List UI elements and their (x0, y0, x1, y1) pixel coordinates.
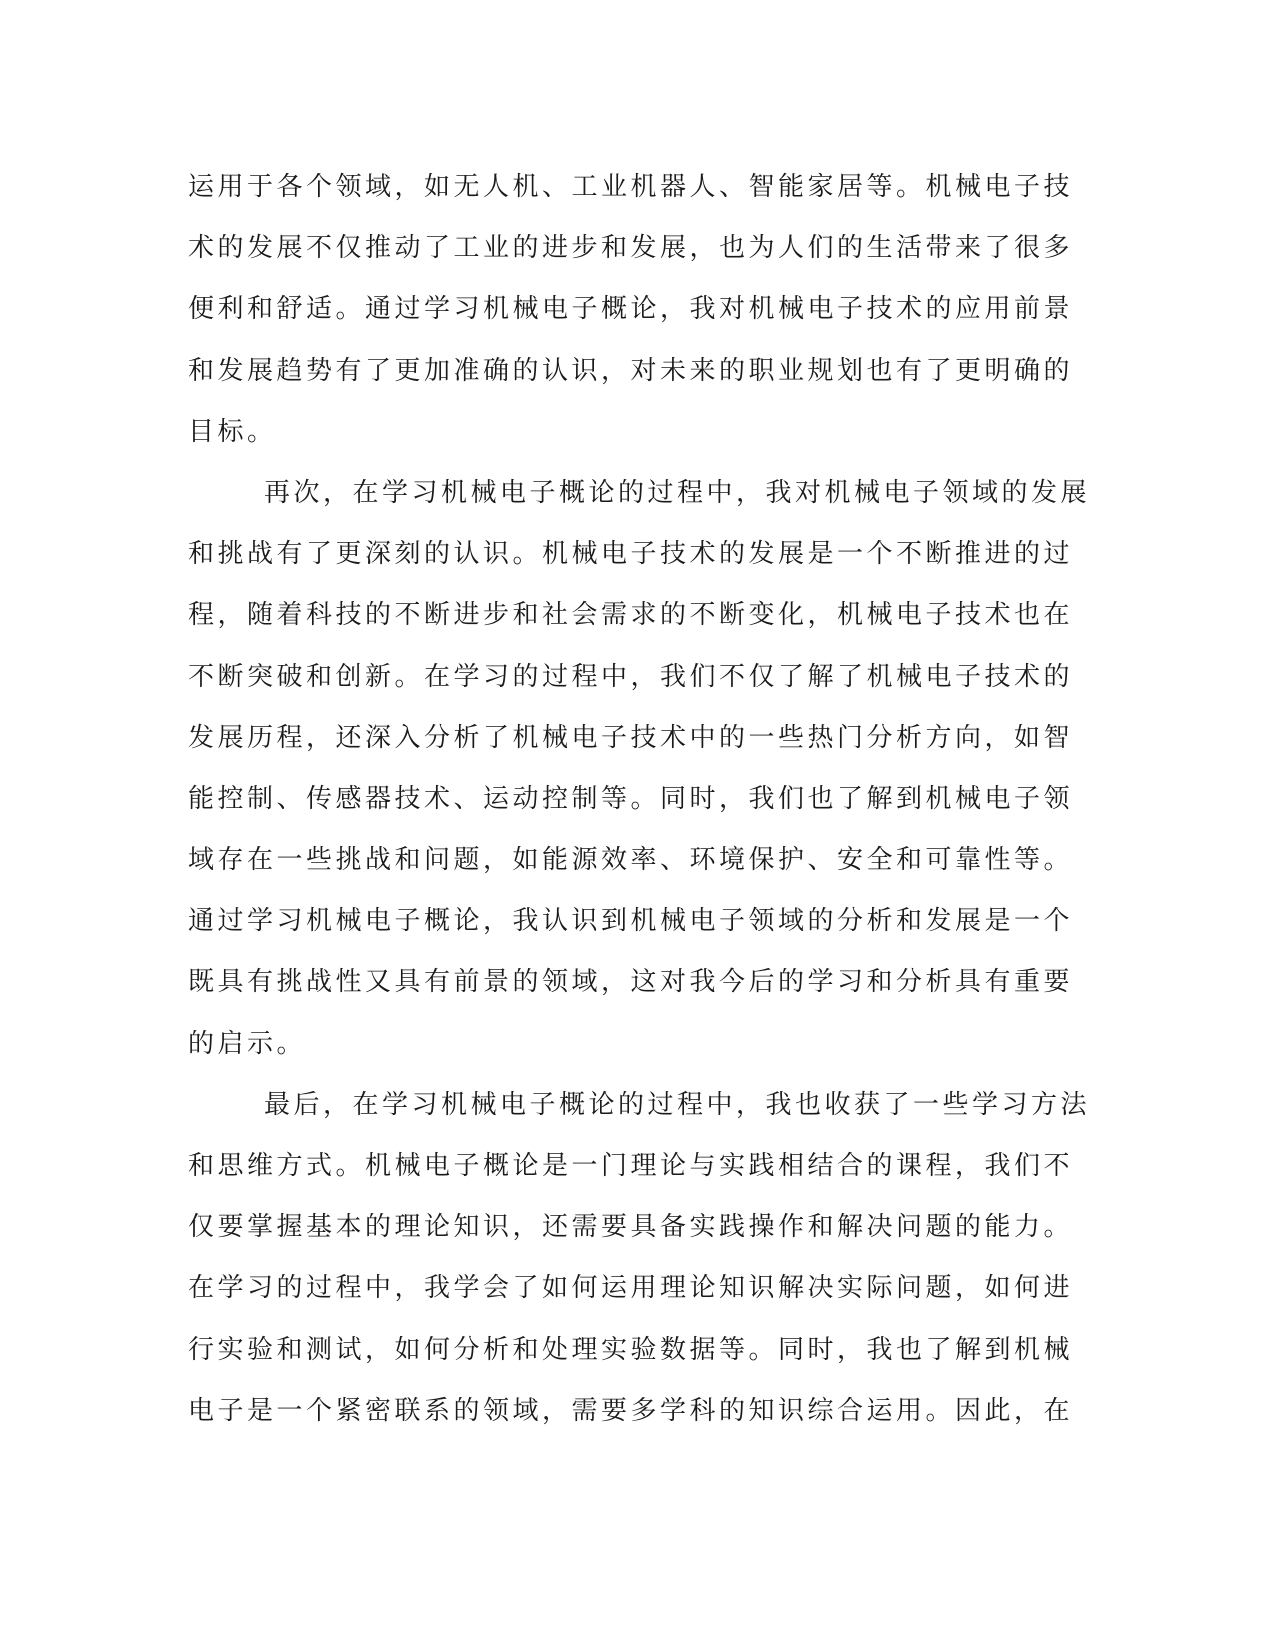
text-line: 仅要掌握基本的理论知识，还需要具备实践操作和解决问题的能力。 (188, 1212, 1074, 1243)
text-line: 最后，在学习机械电子概论的过程中，我也收获了一些学习方法 (264, 1089, 1091, 1120)
text-line: 既具有挑战性又具有前景的领域，这对我今后的学习和分析具有重要 (188, 967, 1074, 998)
text-line: 的启示。 (188, 1028, 307, 1059)
text-line: 和挑战有了更深刻的认识。机械电子技术的发展是一个不断推进的过 (188, 539, 1074, 570)
text-line: 便利和舒适。通过学习机械电子概论，我对机械电子技术的应用前景 (188, 294, 1074, 325)
text-line: 程，随着科技的不断进步和社会需求的不断变化，机械电子技术也在 (188, 600, 1074, 631)
text-line: 运用于各个领域，如无人机、工业机器人、智能家居等。机械电子技 (188, 172, 1074, 202)
text-line: 域存在一些挑战和问题，如能源效率、环境保护、安全和可靠性等。 (188, 845, 1074, 876)
text-line: 通过学习机械电子概论，我认识到机械电子领域的分析和发展是一个 (188, 906, 1074, 937)
text-line: 和发展趋势有了更加准确的认识，对未来的职业规划也有了更明确的 (188, 355, 1074, 386)
text-line: 发展历程，还深入分析了机械电子技术中的一些热门分析方向，如智 (188, 722, 1074, 753)
text-line: 行实验和测试，如何分析和处理实验数据等。同时，我也了解到机械 (188, 1334, 1074, 1365)
text-line: 术的发展不仅推动了工业的进步和发展，也为人们的生活带来了很多 (188, 233, 1074, 264)
text-line: 电子是一个紧密联系的领域，需要多学科的知识综合运用。因此，在 (188, 1395, 1074, 1426)
text-line: 和思维方式。机械电子概论是一门理论与实践相结合的课程，我们不 (188, 1151, 1074, 1181)
text-line: 再次，在学习机械电子概论的过程中，我对机械电子领域的发展 (264, 477, 1091, 508)
text-line: 不断突破和创新。在学习的过程中，我们不仅了解了机械电子技术的 (188, 661, 1074, 692)
text-line: 在学习的过程中，我学会了如何运用理论知识解决实际问题，如何进 (188, 1273, 1074, 1304)
text-line: 能控制、传感器技术、运动控制等。同时，我们也了解到机械电子领 (188, 783, 1074, 814)
body-text (188, 157, 1091, 1442)
text-line: 目标。 (188, 416, 277, 447)
